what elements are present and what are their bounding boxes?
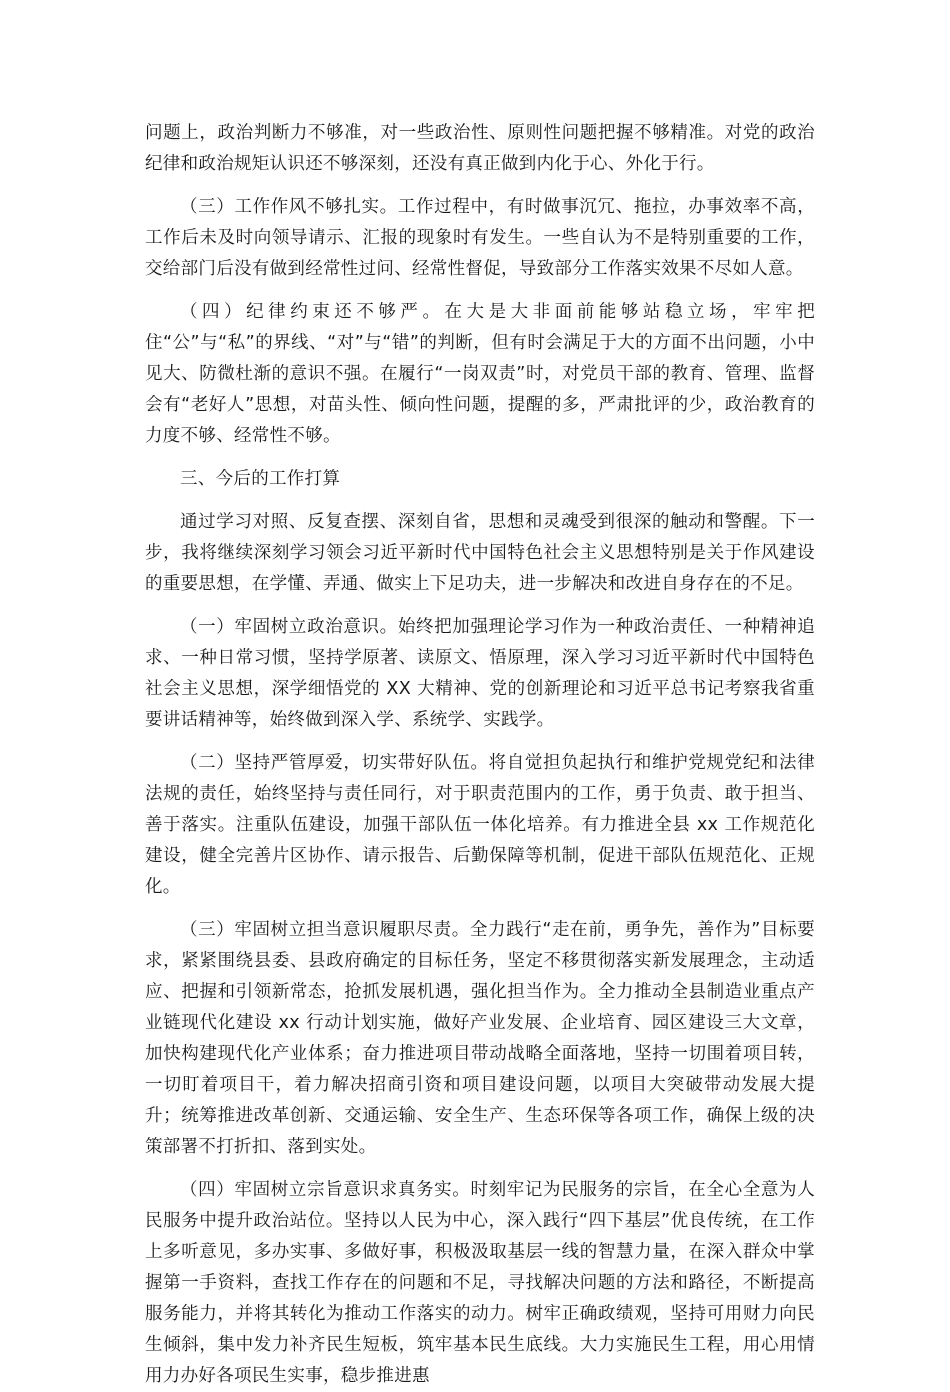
section-heading-future-plans: 三、今后的工作打算 — [180, 469, 341, 489]
paragraph-intro-next-steps: 通过学习对照、反复查摆、深刻自省，思想和灵魂受到很深的触动和警醒。下一步，我将继续深刻学习领会习近平新时代中国特色社会主义思想特别是关于作风建设的重要思想，在学懂、弄通、做实上下足功夫，进一步解决和改进自身存在的不足。 — [145, 512, 815, 594]
paragraph-team-management: （二）坚持严管厚爱，切实带好队伍。将自觉担负起执行和维护党规党纪和法律法规的责任，始终坚持与责任同行，对于职责范围内的工作，勇于负责、敢于担当、善于落实。注重队伍建设，加强干部队伍一体化培养。有力推进全县 xx 工作规范化建设，健全完善片区协作、请示报告、后勤保障等机制，促进干部队伍规范化、正规化。 — [145, 753, 815, 897]
paragraph-work-style: （三）工作作风不够扎实。工作过程中，有时做事沉冗、拖拉，办事效率不高，工作后未及时向领导请示、汇报的现象时有发生。一些自认为不是特别重要的工作，交给部门后没有做到经常性过问、经常性督促，导致部分工作落实效果不尽如人意。 — [145, 197, 815, 279]
paragraph-service-purpose: （四）牢固树立宗旨意识求真务实。时刻牢记为民服务的宗旨，在全心全意为人民服务中提升政治站位。坚持以人民为中心，深入践行“四下基层”优良传统，在工作上多听意见，多办实事、多做好事，积极汲取基层一线的智慧力量，在深入群众中掌握第一手资料，查找工作存在的问题和不足，寻找解决问题的方法和路径，不断提高服务能力，并将其转化为推动工作落实的动力。树牢正确政绩观，坚持可用财力向民生倾斜，集中发力补齐民生短板，筑牢基本民生底线。大力实施民生工程，用心用情用力办好各项民生实事，稳步推进惠 — [145, 1180, 815, 1386]
paragraph-responsibility: （三）牢固树立担当意识履职尽责。全力践行“走在前，勇争先，善作为”目标要求，紧紧围绕县委、县政府确定的目标任务，坚定不移贯彻落实新发展理念，主动适应、把握和引领新常态，抢抓发展机遇，强化担当作为。全力推动全县制造业重点产业链现代化建设 xx 行动计划实施，做好产业发展、企业培育、园区建设三大文章，加快构建现代化产业体系；奋力推进项目带动战略全面落地，坚持一切围着项目转，一切盯着项目干，着力解决招商引资和项目建设问题，以项目大突破带动发展大提升；统筹推进改革创新、交通运输、安全生产、生态环保等各项工作，确保上级的决策部署不打折扣、落到实处。 — [145, 920, 815, 1157]
paragraph-continuation: 问题上，政治判断力不够准，对一些政治性、原则性问题把握不够精准。对党的政治纪律和政治规矩认识还不够深刻，还没有真正做到内化于心、外化于行。 — [145, 123, 815, 174]
paragraph-political-awareness: （一）牢固树立政治意识。始终把加强理论学习作为一种政治责任、一种精神追求、一种日常习惯，坚持学原著、读原文、悟原理，深入学习习近平新时代中国特色社会主义思想，深学细悟党的 XX 大精神、党的创新理论和习近平总书记考察我省重要讲话精神等，始终做到深入学、系统学、实践学。 — [145, 617, 815, 730]
paragraph-discipline: （四）纪律约束还不够严。在大是大非面前能够站稳立场，牢牢把住“公”与“私”的界线、“对”与“错”的判断，但有时会满足于大的方面不出问题，小中见大、防微杜渐的意识不强。在履行“一岗双责”时，对党员干部的教育、管理、监督会有“老好人”思想，对苗头性、倾向性问题，提醒的多，严肃批评的少，政治教育的力度不够、经常性不够。 — [145, 302, 815, 446]
